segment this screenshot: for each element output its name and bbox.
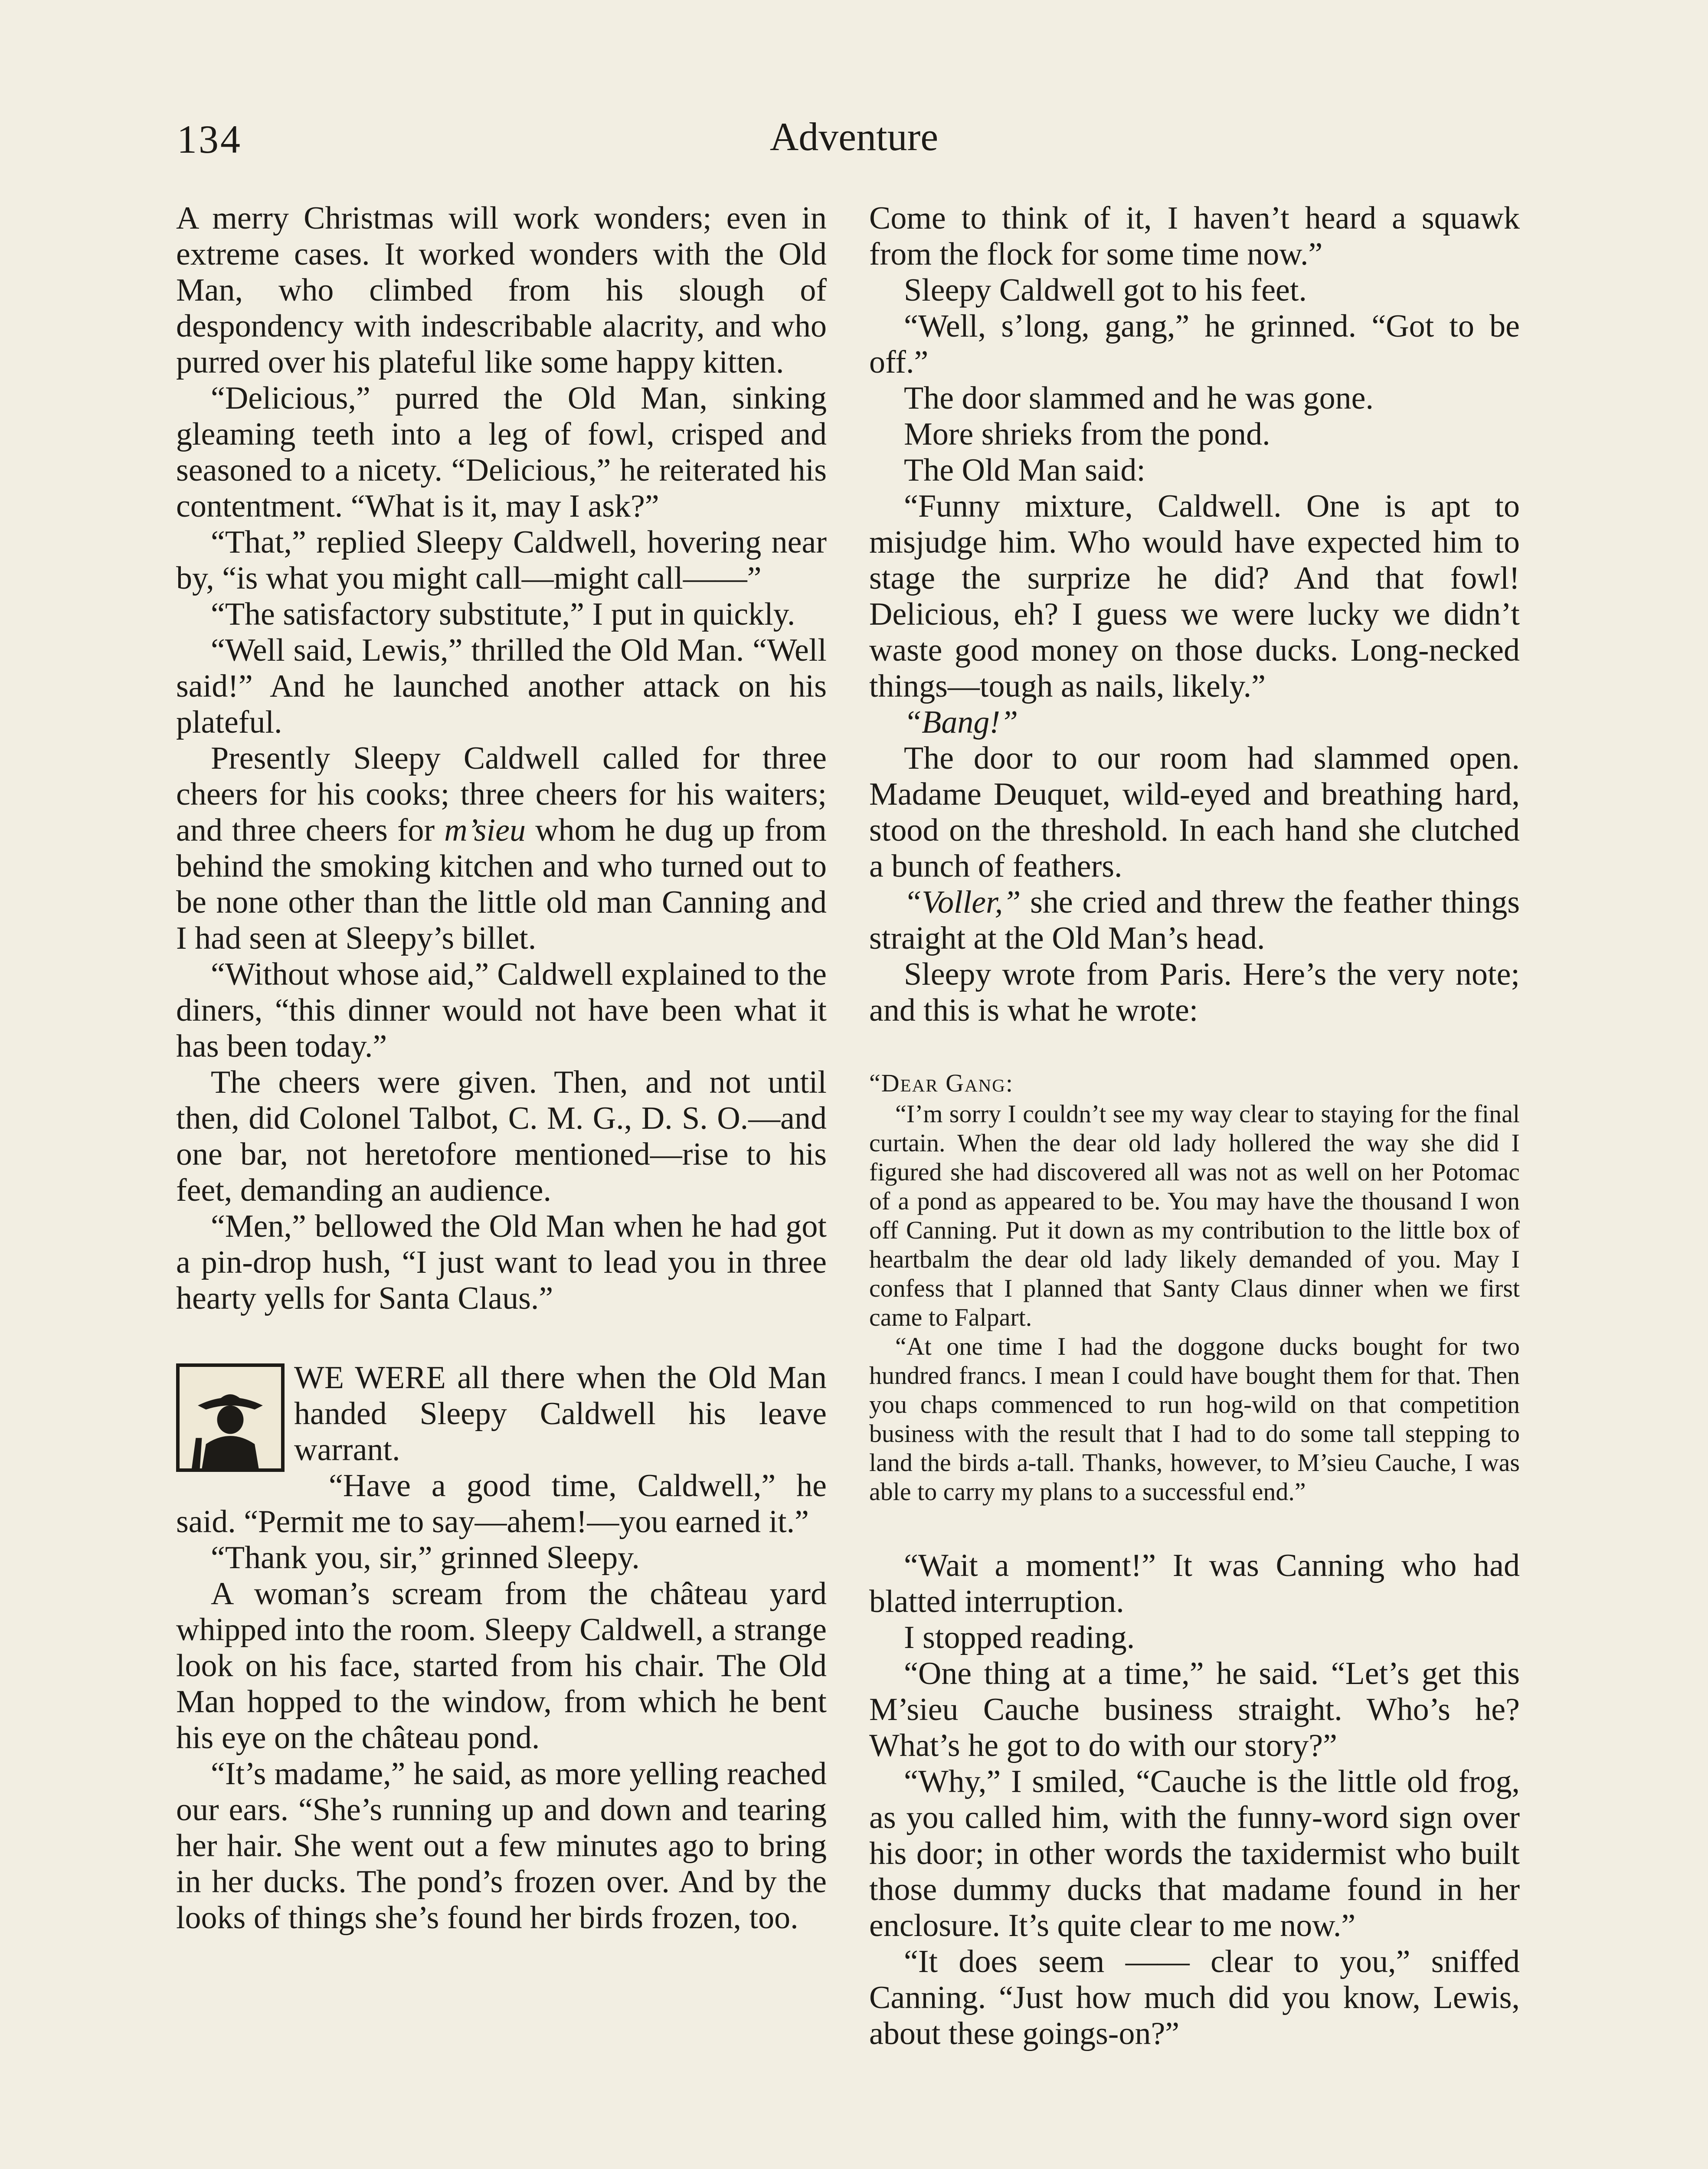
paragraph: The door slammed and he was gone. bbox=[904, 380, 1374, 416]
paragraph: The door to our room had slammed open. Madame Deuquet, wild-eyed and breathing hard, stood on the threshold. In each hand she clutched a bunch of feathers. bbox=[869, 740, 1520, 884]
page-number: 134 bbox=[177, 117, 242, 161]
paragraph: “Well said, Lewis,” thrilled the Old Man. “Well said!” And he launched another attack on his plateful. bbox=[176, 632, 827, 740]
italic-text: m’sieu bbox=[444, 813, 526, 848]
running-head: Adventure bbox=[769, 115, 939, 159]
paragraph: “The satisfactory substitute,” I put in quickly. bbox=[211, 596, 795, 632]
paragraph bbox=[869, 885, 1520, 957]
italic-text: “Bang!” bbox=[904, 704, 1018, 740]
paragraph: “Delicious,” purred the Old Man, sinking gleaming teeth into a leg of fowl, crisped and seasoned to a nicety. “Delicious,” he reiterated his contentment. “What is it, may I ask?” bbox=[176, 380, 827, 524]
letter-salutation: “Dear Gang: bbox=[869, 1069, 1014, 1097]
section-break bbox=[176, 1360, 827, 1468]
paragraph: Come to think of it, I haven’t heard a squawk from the flock for some time now.” bbox=[869, 200, 1520, 272]
paragraph: “Well, s’long, gang,” he grinned. “Got to be off.” bbox=[869, 308, 1520, 380]
letter-paragraph: “At one time I had the doggone ducks bought for two hundred francs. I mean I could have bought them for that. Then you chaps commenced to run hog-wild on that competition business with the result that I had to do some tall stepping to land the birds a-tall. Thanks, however, to M’sieu Cauche, I was able to carry my plans to a successful end.” bbox=[869, 1332, 1520, 1506]
paragraph: “Have a good time, Caldwell,” he said. “Permit me to say—ahem!—you earned it.” bbox=[176, 1468, 827, 1540]
left-column bbox=[176, 200, 827, 1936]
paragraph: I stopped reading. bbox=[904, 1620, 1135, 1655]
italic-text: “Voller,” bbox=[904, 885, 1021, 920]
paragraph: “One thing at a time,” he said. “Let’s get this M’sieu Cauche business straight. Who’s he? What’s he got to do with our story?” bbox=[869, 1656, 1520, 1763]
paragraph: “Without whose aid,” Caldwell explained to the diners, “this dinner would not have been what it has been today.” bbox=[176, 957, 827, 1064]
section-opening-paragraph: WE WERE all there when the Old Man handed Sleepy Caldwell his leave warrant. bbox=[294, 1360, 827, 1468]
letter-paragraph: “I’m sorry I couldn’t see my way clear to staying for the final curtain. When the dear old lady hollered the way she did I figured she had discovered all was not as well on her Potomac of a pond as appeared to be. You may have the thousand I won off Canning. Put it down as my contribution to the little box of heartbalm the dear old lady likely demanded of you. May I confess that I planned that Santy Claus dinner when we first came to Falpart. bbox=[869, 1100, 1520, 1331]
text-run: whom he dug up from behind the smoking kitchen and who turned out to be none other than the little old man Canning and I had seen at Sleepy’s billet. bbox=[176, 813, 827, 956]
paragraph: “That,” replied Sleepy Caldwell, hovering near by, “is what you might call—might call——” bbox=[176, 524, 827, 596]
paragraph: A merry Christmas will work wonders; even in extreme cases. It worked wonders with the Old Man, who climbed from his slough of despondency with indescribable alacrity, and who purred over his plateful like some happy kitten. bbox=[176, 200, 827, 380]
paragraph bbox=[176, 740, 827, 957]
paragraph: “Funny mixture, Caldwell. One is apt to misjudge him. Who would have expected him to stage the surprize he did? And that fowl! Delicious, eh? I guess we were lucky we didn’t waste good money on those ducks. Long-necked things—tough as nails, likely.” bbox=[869, 488, 1520, 704]
paragraph: “Why,” I smiled, “Cauche is the little old frog, as you called him, with the funny-word sign over his door; in other words the taxidermist who built those dummy ducks that madame found in her enclosure. It’s quite clear to me now.” bbox=[869, 1764, 1520, 1943]
text-run: Presently Sleepy Caldwell called for three cheers for his cooks; three cheers for his waiters; and three cheers for bbox=[176, 740, 827, 848]
paragraph bbox=[869, 704, 1520, 740]
paragraph: “It does seem —— clear to you,” sniffed Canning. “Just how much did you know, Lewis, about these goings-on?” bbox=[869, 1944, 1520, 2051]
paragraph: Sleepy wrote from Paris. Here’s the very note; and this is what he wrote: bbox=[869, 957, 1520, 1028]
paragraph: The Old Man said: bbox=[904, 452, 1145, 488]
paragraph: A woman’s scream from the château yard whipped into the room. Sleepy Caldwell, a strange look on his face, started from his chair. The Old Man hopped to the window, from which he bent his eye on the château pond. bbox=[176, 1576, 827, 1756]
paragraph: “Men,” bellowed the Old Man when he had got a pin-drop hush, “I just want to lead you in three hearty yells for Santa Claus.” bbox=[176, 1209, 827, 1316]
right-column bbox=[869, 200, 1520, 2052]
paragraph: “Wait a moment!” It was Canning who had blatted interruption. bbox=[869, 1548, 1520, 1619]
letter-block bbox=[869, 1068, 1520, 1506]
text-run: she cried and threw the feather things straight at the Old Man’s head. bbox=[869, 885, 1520, 956]
paragraph: Sleepy Caldwell got to his feet. bbox=[904, 272, 1307, 308]
paragraph: More shrieks from the pond. bbox=[904, 416, 1270, 452]
paragraph: “It’s madame,” he said, as more yelling reached our ears. “She’s running up and down and tearing her hair. She went out a few minutes ago to bring in her ducks. The pond’s frozen over. And by the looks of things she’s found her birds frozen, too. bbox=[176, 1756, 827, 1936]
paragraph: “Thank you, sir,” grinned Sleepy. bbox=[211, 1540, 640, 1576]
paragraph: The cheers were given. Then, and not until then, did Colonel Talbot, C. M. G., D. S. O.—and one bar, not heretofore mentioned—rise to his feet, demanding an audience. bbox=[176, 1065, 827, 1208]
soldier-vignette-icon bbox=[176, 1363, 285, 1472]
